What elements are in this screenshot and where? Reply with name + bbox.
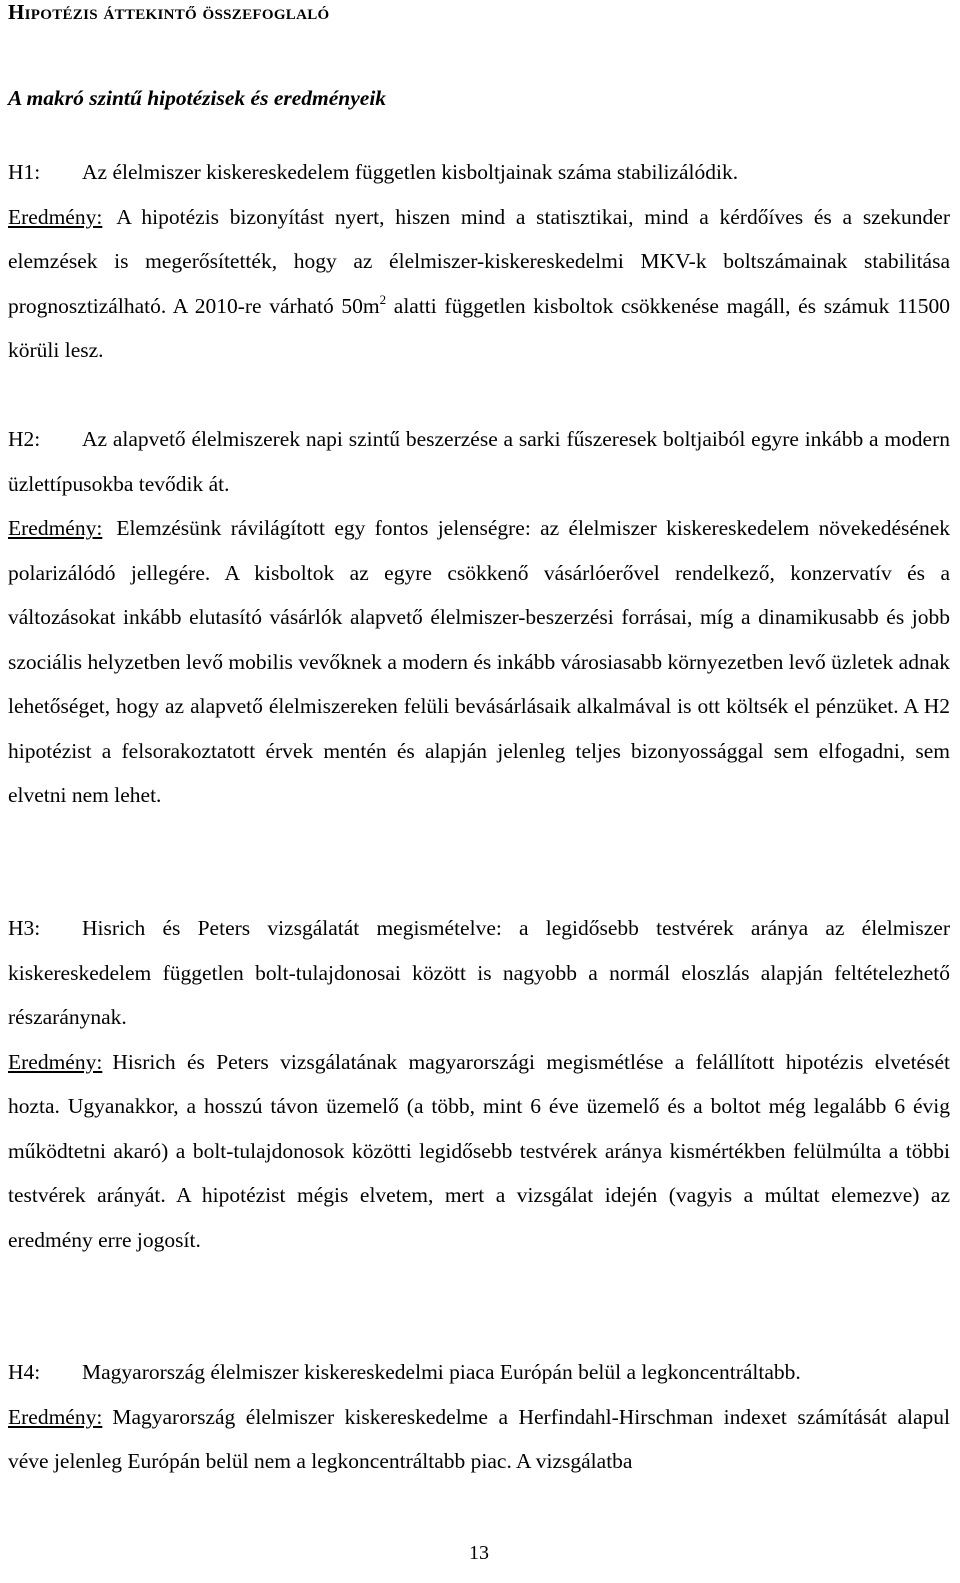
hypothesis-text: Az alapvető élelmiszerek napi szintű beszerzése a sarki fűszeresek boltjaiból egyre inkább a modern üzlettípusokba tevődik át.: [8, 427, 950, 496]
hypothesis-h4: [8, 1350, 950, 1484]
result-label: Eredmény:: [8, 1049, 103, 1074]
hypothesis-text: Hisrich és Peters vizsgálatát megismételve: a legidősebb testvérek aránya az élelmiszer kiskereskedelem független bolt-tulajdonosai között is nagyobb a normál eloszlás alapján feltételezhető részaránynak.: [8, 916, 950, 1029]
hypothesis-statement: [8, 417, 950, 506]
result-text: Magyarország élelmiszer kiskereskedelme a Herfindahl-Hirschman indexet számítását alapul véve jelenleg Európán belül nem a legkoncentráltabb piac. A vizsgálatba: [8, 1404, 950, 1473]
hypothesis-result: [8, 1395, 950, 1484]
hypothesis-label: H4:: [8, 1360, 41, 1384]
hypothesis-result: [8, 506, 950, 818]
result-superscript: 2: [379, 291, 387, 307]
page-title: Hipotézis áttekintő összefoglaló: [8, 0, 330, 24]
hypothesis-result: [8, 1040, 950, 1263]
result-text: Elemzésünk rávilágított egy fontos jelenségre: az élelmiszer kiskereskedelem növekedésének polarizálódó jellegére. A kisboltok az egyre csökkenő vásárlóerővel rendelkező, konzervatív és a változásokat inkább elutasító vásárlók alapvető élelmiszer-beszerzési forrásai, míg a dinamikusabb és jobb szociális helyzetben levő mobilis vevőknek a modern és inkább városiasabb környezetben levő üzletek adnak lehetőséget, hogy az alapvető élelmiszereken felüli bevásárlásaik alkalmával is ott költsék el pénzüket. A H2 hipotézist a felsorakoztatott érvek mentén és alapján jelenleg teljes bizonyossággal sem elfogadni, sem elvetni nem lehet.: [8, 516, 950, 807]
hypothesis-text: Az élelmiszer kiskereskedelem független kisboltjainak száma stabilizálódik.: [82, 160, 739, 184]
hypothesis-result: [8, 195, 950, 373]
hypothesis-statement: [8, 150, 950, 195]
hypothesis-text: Magyarország élelmiszer kiskereskedelmi piaca Európán belül a legkoncentráltabb.: [82, 1360, 801, 1384]
result-text-part2: alatti független kisboltok csökkenése magáll, és számuk 11500 körüli lesz.: [8, 293, 950, 362]
hypothesis-statement: [8, 1350, 950, 1395]
hypothesis-h3: [8, 906, 950, 1262]
hypothesis-label: H2:: [8, 427, 41, 451]
result-label: Eredmény:: [8, 1404, 103, 1429]
hypothesis-statement: [8, 906, 950, 1040]
hypothesis-label: H3:: [8, 916, 41, 940]
result-label: Eredmény:: [8, 204, 103, 229]
result-text: Hisrich és Peters vizsgálatának magyarországi megismétlése a felállított hipotézis elvetését hozta. Ugyanakkor, a hosszú távon üzemelő (a több, mint 6 éve üzemelő és a boltot még legalább 6 évig működtetni akaró) a bolt-tulajdonosok közötti legidősebb testvérek aránya kismértékben felülmúlta a többi testvérek arányát. A hipotézist mégis elvetem, mert a vizsgálat idején (vagyis a múltat elemezve) az eredmény erre jogosít.: [8, 1049, 950, 1252]
result-label: Eredmény:: [8, 516, 103, 540]
page-number: 13: [469, 1542, 489, 1564]
hypothesis-h2: [8, 417, 950, 818]
hypothesis-h1: [8, 150, 950, 373]
result-text-part1: A hipotézis bizonyítást nyert, hiszen mind a statisztikai, mind a kérdőíves és a szekunder elemzések is megerősítették, hogy az élelmiszer-kiskereskedelmi MKV-k boltszámainak stabilitása prognosztizálható. A 2010-re várható 50m: [8, 204, 950, 318]
hypothesis-label: H1:: [8, 160, 41, 184]
section-subtitle: A makró szintű hipotézisek és eredményeik: [8, 86, 387, 110]
